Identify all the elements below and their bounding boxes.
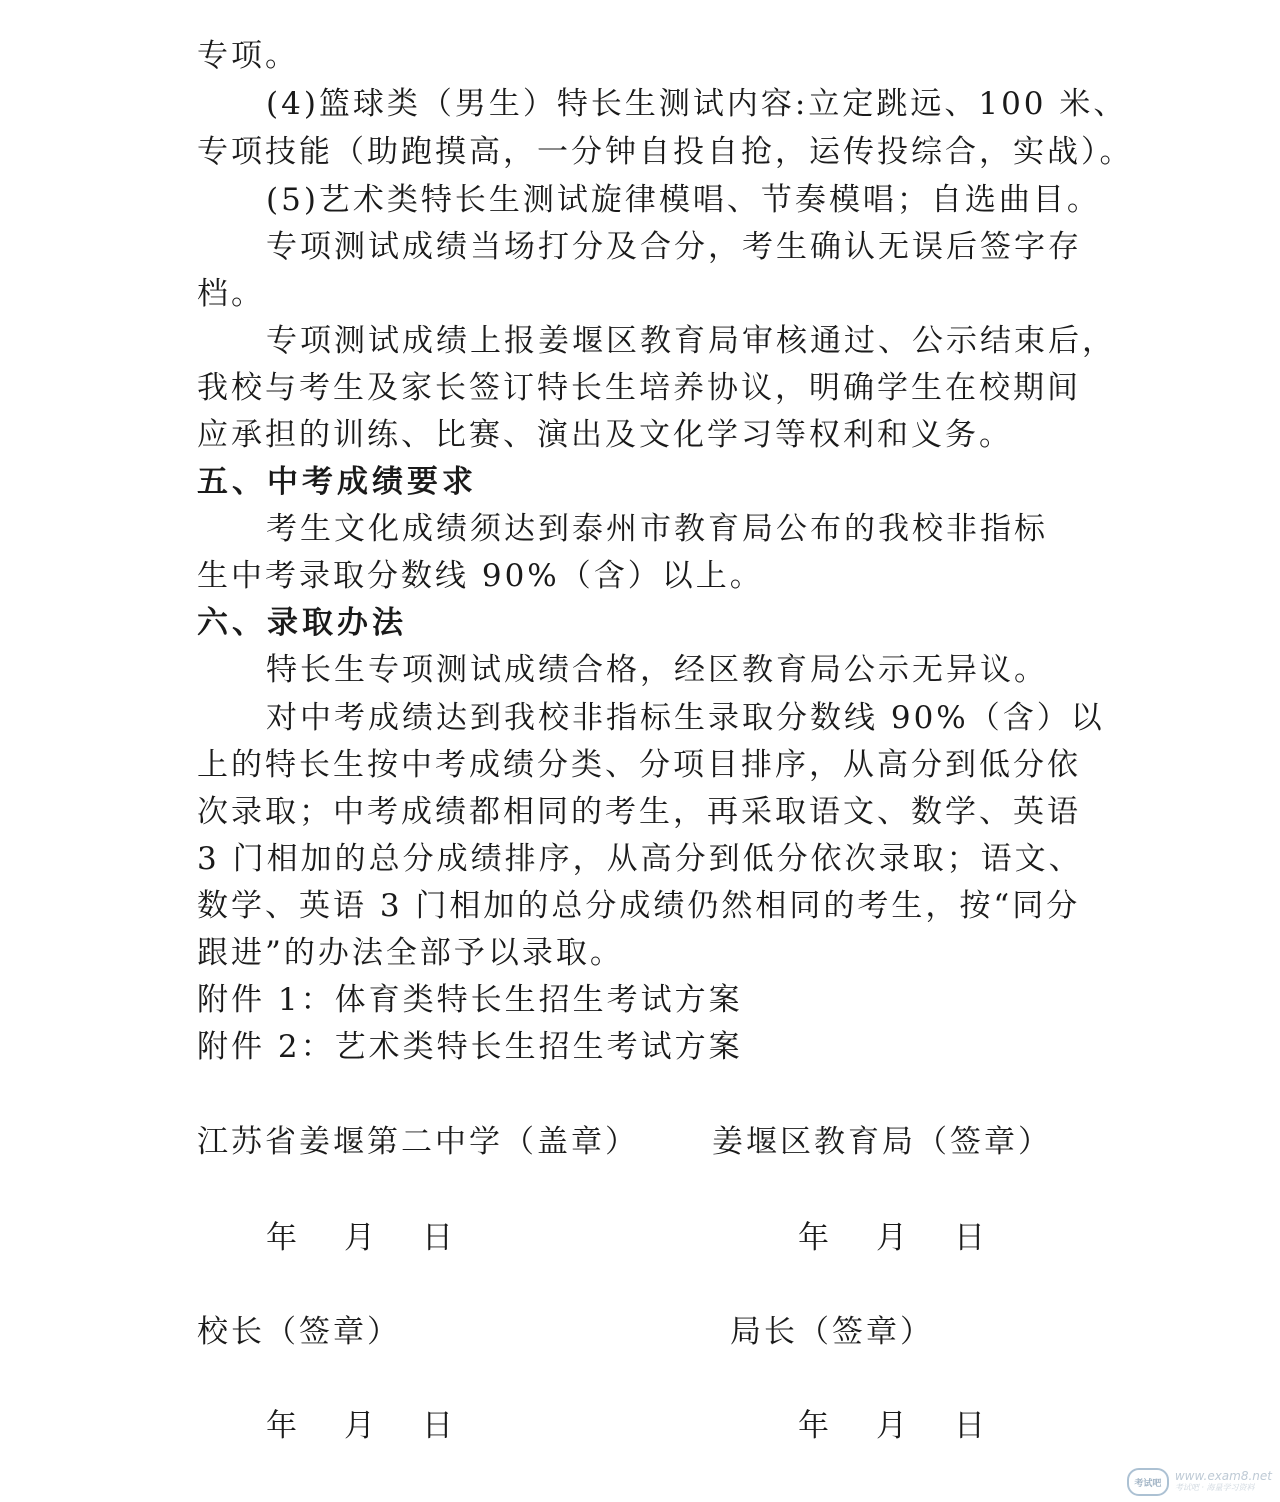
day-label: 日 (954, 1220, 988, 1256)
text-line: (5)艺术类特长生测试旋律模唱、节奏模唱；自选曲目。 (266, 182, 1101, 218)
text-line: 上的特长生按中考成绩分类、分项目排序，从高分到低分依 (197, 747, 1081, 783)
text-line: 专项。 (197, 38, 299, 74)
watermark-logo-icon: 考试吧 (1127, 1468, 1169, 1496)
attachment-line: 附件 2：艺术类特长生招生考试方案 (197, 1029, 743, 1065)
year-label: 年 (266, 1220, 300, 1256)
year-label: 年 (266, 1408, 300, 1444)
text-line: 数学、英语 3 门相加的总分成绩仍然相同的考生，按“同分 (197, 888, 1081, 924)
watermark-text-block (1175, 1470, 1272, 1494)
text-line: 考生文化成绩须达到泰州市教育局公布的我校非指标 (266, 511, 1048, 547)
attachment-line: 附件 1：体育类特长生招生考试方案 (197, 982, 743, 1018)
bureau-seal-label: 姜堰区教育局（签章） (712, 1124, 1052, 1160)
director-date-line (798, 1406, 1032, 1446)
text-line: 专项测试成绩当场打分及合分，考生确认无误后签字存 (266, 229, 1082, 265)
text-line: 专项测试成绩上报姜堰区教育局审核通过、公示结束后， (266, 323, 1116, 359)
site-watermark (1127, 1468, 1272, 1496)
text-line: 生中考录取分数线 90%（含）以上。 (197, 558, 764, 594)
day-label: 日 (422, 1408, 456, 1444)
month-label: 月 (876, 1220, 910, 1256)
section-heading: 六、录取办法 (197, 605, 407, 641)
principal-label: 校长（签章） (197, 1314, 401, 1350)
bureau-date-line (798, 1218, 1032, 1258)
month-label: 月 (344, 1220, 378, 1256)
text-line: 专项技能（助跑摸高，一分钟自投自抢，运传投综合，实战）。 (197, 134, 1134, 170)
watermark-sub: 考试吧 · 海量学习资料 (1174, 1483, 1255, 1492)
month-label: 月 (876, 1408, 910, 1444)
year-label: 年 (798, 1408, 832, 1444)
text-line: (4)篮球类（男生）特长生测试内容:立定跳远、100 米、 (266, 86, 1128, 122)
text-line: 3 门相加的总分成绩排序，从高分到低分依次录取；语文、 (197, 841, 1083, 877)
day-label: 日 (422, 1220, 456, 1256)
school-date-line (266, 1218, 500, 1258)
year-label: 年 (798, 1220, 832, 1256)
section-heading: 五、中考成绩要求 (197, 464, 477, 500)
watermark-url: www.exam8.net (1174, 1469, 1272, 1483)
text-line: 我校与考生及家长签订特长生培养协议，明确学生在校期间 (197, 370, 1081, 406)
text-line: 次录取；中考成绩都相同的考生，再采取语文、数学、英语 (197, 794, 1081, 830)
school-seal-label: 江苏省姜堰第二中学（盖章） (197, 1124, 639, 1160)
text-line: 档。 (197, 276, 265, 312)
day-label: 日 (954, 1408, 988, 1444)
principal-date-line (266, 1406, 500, 1446)
director-label: 局长（签章） (730, 1314, 934, 1350)
text-line: 跟进”的办法全部予以录取。 (197, 935, 624, 971)
month-label: 月 (344, 1408, 378, 1444)
text-line: 应承担的训练、比赛、演出及文化学习等权利和义务。 (197, 417, 1013, 453)
text-line: 对中考成绩达到我校非指标生录取分数线 90%（含）以 (266, 700, 1105, 736)
text-line: 特长生专项测试成绩合格，经区教育局公示无异议。 (266, 652, 1048, 688)
